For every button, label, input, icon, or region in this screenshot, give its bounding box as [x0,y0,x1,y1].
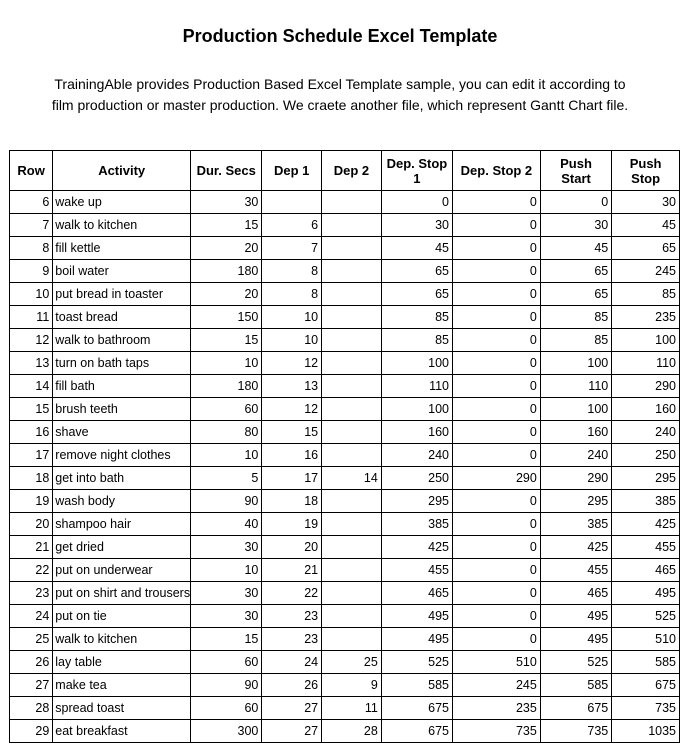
cell-duration[interactable]: 30 [191,191,262,214]
cell-push-stop[interactable]: 455 [612,536,680,559]
cell-push-stop[interactable]: 1035 [612,720,680,743]
table-row [10,375,680,398]
cell-activity[interactable]: fill bath [53,375,191,398]
cell-row-number[interactable]: 20 [10,513,53,536]
cell-dep2[interactable] [322,490,382,513]
cell-push-stop[interactable]: 295 [612,467,680,490]
cell-row-number[interactable]: 14 [10,375,53,398]
cell-duration[interactable]: 20 [191,237,262,260]
cell-dep-stop2[interactable]: 290 [453,467,541,490]
cell-dep1[interactable]: 12 [262,398,322,421]
cell-push-start[interactable]: 675 [540,697,611,720]
table-row [10,720,680,743]
cell-dep-stop2[interactable]: 0 [453,260,541,283]
cell-push-start[interactable]: 30 [540,214,611,237]
cell-dep-stop1[interactable]: 85 [381,306,452,329]
cell-dep1[interactable]: 17 [262,467,322,490]
cell-duration[interactable]: 15 [191,214,262,237]
cell-dep-stop1[interactable]: 65 [381,283,452,306]
cell-dep1[interactable]: 21 [262,559,322,582]
table-row [10,329,680,352]
cell-dep2[interactable]: 11 [322,697,382,720]
cell-push-start[interactable]: 290 [540,467,611,490]
cell-row-number[interactable]: 24 [10,605,53,628]
table-row [10,559,680,582]
cell-activity[interactable]: put on shirt and trousers [53,582,191,605]
cell-dep-stop1[interactable]: 385 [381,513,452,536]
cell-dep-stop2[interactable]: 0 [453,237,541,260]
cell-activity[interactable]: turn on bath taps [53,352,191,375]
cell-dep2[interactable] [322,352,382,375]
cell-dep-stop1[interactable]: 0 [381,191,452,214]
description-line-1: TrainingAble provides Production Based Excel Template sample, you can edit it according to [54,76,626,92]
cell-dep-stop2[interactable]: 0 [453,398,541,421]
cell-dep2[interactable] [322,628,382,651]
cell-dep-stop1[interactable]: 100 [381,398,452,421]
cell-push-start[interactable]: 85 [540,329,611,352]
cell-push-stop[interactable]: 735 [612,697,680,720]
cell-activity[interactable]: lay table [53,651,191,674]
cell-duration[interactable]: 10 [191,352,262,375]
cell-dep1[interactable]: 7 [262,237,322,260]
cell-dep1[interactable] [262,191,322,214]
cell-dep-stop1[interactable]: 85 [381,329,452,352]
cell-activity[interactable]: brush teeth [53,398,191,421]
cell-dep-stop2[interactable]: 0 [453,375,541,398]
cell-activity[interactable]: walk to kitchen [53,214,191,237]
cell-push-stop[interactable]: 250 [612,444,680,467]
cell-activity[interactable]: put on tie [53,605,191,628]
cell-row-number[interactable]: 29 [10,720,53,743]
cell-row-number[interactable]: 13 [10,352,53,375]
cell-row-number[interactable]: 15 [10,398,53,421]
cell-push-stop[interactable]: 290 [612,375,680,398]
table-row [10,283,680,306]
cell-dep-stop2[interactable]: 0 [453,559,541,582]
cell-dep1[interactable]: 26 [262,674,322,697]
cell-dep2[interactable] [322,306,382,329]
cell-push-stop[interactable]: 510 [612,628,680,651]
cell-dep-stop1[interactable]: 110 [381,375,452,398]
cell-dep2[interactable] [322,559,382,582]
col-header-row: Row [10,151,53,191]
table-body [10,191,680,743]
cell-dep2[interactable] [322,191,382,214]
table-row [10,490,680,513]
cell-push-stop[interactable]: 235 [612,306,680,329]
table-row [10,444,680,467]
cell-dep-stop2[interactable]: 0 [453,628,541,651]
table-row [10,260,680,283]
cell-push-start[interactable]: 45 [540,237,611,260]
cell-activity[interactable]: fill kettle [53,237,191,260]
cell-dep-stop1[interactable]: 585 [381,674,452,697]
cell-push-start[interactable]: 455 [540,559,611,582]
cell-push-stop[interactable]: 110 [612,352,680,375]
cell-dep-stop2[interactable]: 0 [453,444,541,467]
cell-dep2[interactable] [322,582,382,605]
cell-dep-stop2[interactable]: 0 [453,352,541,375]
description [0,74,680,116]
cell-row-number[interactable]: 16 [10,421,53,444]
cell-push-start[interactable]: 425 [540,536,611,559]
cell-duration[interactable]: 180 [191,375,262,398]
schedule-table [9,150,680,743]
cell-dep-stop1[interactable]: 160 [381,421,452,444]
cell-push-start[interactable]: 585 [540,674,611,697]
cell-dep1[interactable]: 22 [262,582,322,605]
cell-dep-stop2[interactable]: 0 [453,490,541,513]
cell-dep-stop1[interactable]: 495 [381,628,452,651]
cell-dep-stop2[interactable]: 510 [453,651,541,674]
cell-row-number[interactable]: 22 [10,559,53,582]
cell-duration[interactable]: 90 [191,674,262,697]
cell-push-stop[interactable]: 425 [612,513,680,536]
cell-dep-stop1[interactable]: 30 [381,214,452,237]
col-header-activity: Activity [53,151,191,191]
cell-activity[interactable]: eat breakfast [53,720,191,743]
cell-activity[interactable]: get into bath [53,467,191,490]
cell-push-start[interactable]: 65 [540,283,611,306]
cell-push-stop[interactable]: 525 [612,605,680,628]
col-header-push-start: Push Start [540,151,611,191]
cell-duration[interactable]: 40 [191,513,262,536]
cell-push-stop[interactable]: 65 [612,237,680,260]
cell-dep1[interactable]: 19 [262,513,322,536]
cell-push-start[interactable]: 160 [540,421,611,444]
cell-row-number[interactable]: 26 [10,651,53,674]
cell-dep1[interactable]: 10 [262,306,322,329]
cell-activity[interactable]: toast bread [53,306,191,329]
cell-push-stop[interactable]: 585 [612,651,680,674]
cell-activity[interactable]: spread toast [53,697,191,720]
cell-dep1[interactable]: 18 [262,490,322,513]
cell-dep-stop1[interactable]: 425 [381,536,452,559]
cell-dep-stop2[interactable]: 0 [453,536,541,559]
cell-dep-stop2[interactable]: 0 [453,582,541,605]
cell-push-stop[interactable]: 160 [612,398,680,421]
cell-dep1[interactable]: 24 [262,651,322,674]
cell-duration[interactable]: 10 [191,559,262,582]
cell-row-number[interactable]: 25 [10,628,53,651]
cell-activity[interactable]: put bread in toaster [53,283,191,306]
cell-row-number[interactable]: 28 [10,697,53,720]
cell-activity[interactable]: get dried [53,536,191,559]
table-row [10,628,680,651]
col-header-dep-stop1: Dep. Stop 1 [381,151,452,191]
cell-activity[interactable]: walk to kitchen [53,628,191,651]
cell-dep-stop2[interactable]: 235 [453,697,541,720]
cell-push-stop[interactable]: 495 [612,582,680,605]
col-header-push-stop: Push Stop [612,151,680,191]
cell-push-stop[interactable]: 45 [612,214,680,237]
cell-dep1[interactable]: 6 [262,214,322,237]
cell-push-start[interactable]: 525 [540,651,611,674]
table-row [10,421,680,444]
table-row [10,513,680,536]
cell-push-start[interactable]: 85 [540,306,611,329]
cell-push-stop[interactable]: 245 [612,260,680,283]
table-row [10,306,680,329]
col-header-duration: Dur. Secs [191,151,262,191]
cell-dep2[interactable] [322,421,382,444]
cell-push-start[interactable]: 735 [540,720,611,743]
cell-duration[interactable]: 30 [191,605,262,628]
cell-row-number[interactable]: 17 [10,444,53,467]
cell-dep-stop2[interactable]: 0 [453,329,541,352]
cell-push-start[interactable]: 385 [540,513,611,536]
cell-dep-stop2[interactable]: 245 [453,674,541,697]
cell-row-number[interactable]: 6 [10,191,53,214]
cell-dep1[interactable]: 23 [262,628,322,651]
cell-duration[interactable]: 10 [191,444,262,467]
cell-duration[interactable]: 20 [191,283,262,306]
cell-push-stop[interactable]: 465 [612,559,680,582]
table-row [10,398,680,421]
cell-dep-stop2[interactable]: 0 [453,605,541,628]
cell-dep1[interactable]: 16 [262,444,322,467]
cell-dep-stop1[interactable]: 495 [381,605,452,628]
cell-row-number[interactable]: 23 [10,582,53,605]
cell-push-start[interactable]: 240 [540,444,611,467]
cell-dep-stop2[interactable]: 735 [453,720,541,743]
cell-push-start[interactable]: 465 [540,582,611,605]
cell-push-stop[interactable]: 100 [612,329,680,352]
cell-dep2[interactable]: 28 [322,720,382,743]
cell-dep1[interactable]: 8 [262,260,322,283]
cell-push-start[interactable]: 65 [540,260,611,283]
cell-duration[interactable]: 30 [191,536,262,559]
cell-dep1[interactable]: 23 [262,605,322,628]
cell-dep-stop1[interactable]: 675 [381,697,452,720]
table-row [10,651,680,674]
cell-dep-stop1[interactable]: 65 [381,260,452,283]
cell-activity[interactable]: make tea [53,674,191,697]
cell-dep-stop1[interactable]: 465 [381,582,452,605]
cell-duration[interactable]: 30 [191,582,262,605]
cell-push-stop[interactable]: 30 [612,191,680,214]
cell-row-number[interactable]: 8 [10,237,53,260]
cell-row-number[interactable]: 27 [10,674,53,697]
cell-dep-stop1[interactable]: 240 [381,444,452,467]
cell-dep-stop1[interactable]: 45 [381,237,452,260]
cell-duration[interactable]: 180 [191,260,262,283]
table-row [10,191,680,214]
cell-dep-stop2[interactable]: 0 [453,513,541,536]
cell-row-number[interactable]: 10 [10,283,53,306]
cell-push-start[interactable]: 0 [540,191,611,214]
table-row [10,214,680,237]
cell-dep1[interactable]: 27 [262,720,322,743]
cell-activity[interactable]: shave [53,421,191,444]
cell-activity[interactable]: boil water [53,260,191,283]
cell-push-start[interactable]: 100 [540,352,611,375]
cell-duration[interactable]: 80 [191,421,262,444]
cell-row-number[interactable]: 9 [10,260,53,283]
cell-duration[interactable]: 5 [191,467,262,490]
cell-push-stop[interactable]: 675 [612,674,680,697]
cell-dep-stop2[interactable]: 0 [453,306,541,329]
cell-dep1[interactable]: 8 [262,283,322,306]
cell-dep-stop1[interactable]: 455 [381,559,452,582]
table-row [10,536,680,559]
table-row [10,352,680,375]
cell-dep1[interactable]: 10 [262,329,322,352]
cell-dep1[interactable]: 13 [262,375,322,398]
cell-duration[interactable]: 60 [191,697,262,720]
cell-dep2[interactable] [322,536,382,559]
cell-duration[interactable]: 15 [191,628,262,651]
table-row [10,605,680,628]
cell-activity[interactable]: wash body [53,490,191,513]
cell-dep2[interactable] [322,214,382,237]
cell-row-number[interactable]: 11 [10,306,53,329]
cell-push-start[interactable]: 100 [540,398,611,421]
cell-dep-stop1[interactable]: 525 [381,651,452,674]
cell-dep-stop2[interactable]: 0 [453,214,541,237]
cell-duration[interactable]: 60 [191,398,262,421]
cell-duration[interactable]: 150 [191,306,262,329]
cell-duration[interactable]: 90 [191,490,262,513]
cell-duration[interactable]: 300 [191,720,262,743]
cell-dep2[interactable] [322,513,382,536]
cell-row-number[interactable]: 18 [10,467,53,490]
table-row [10,674,680,697]
cell-dep2[interactable]: 25 [322,651,382,674]
cell-push-start[interactable]: 295 [540,490,611,513]
col-header-dep2: Dep 2 [322,151,382,191]
col-header-dep-stop2: Dep. Stop 2 [453,151,541,191]
cell-row-number[interactable]: 19 [10,490,53,513]
cell-row-number[interactable]: 12 [10,329,53,352]
cell-push-start[interactable]: 495 [540,628,611,651]
cell-push-start[interactable]: 110 [540,375,611,398]
cell-dep1[interactable]: 15 [262,421,322,444]
table-row [10,237,680,260]
table-row [10,697,680,720]
cell-activity[interactable]: shampoo hair [53,513,191,536]
cell-push-start[interactable]: 495 [540,605,611,628]
cell-activity[interactable]: walk to bathroom [53,329,191,352]
cell-activity[interactable]: remove night clothes [53,444,191,467]
cell-dep-stop1[interactable]: 295 [381,490,452,513]
header-row [10,151,680,191]
cell-dep2[interactable]: 9 [322,674,382,697]
cell-dep-stop2[interactable]: 0 [453,283,541,306]
cell-dep2[interactable] [322,237,382,260]
page-title: Production Schedule Excel Template [182,26,498,46]
cell-dep2[interactable] [322,329,382,352]
cell-dep2[interactable] [322,375,382,398]
cell-activity[interactable]: put on underwear [53,559,191,582]
table-row [10,467,680,490]
cell-dep2[interactable] [322,444,382,467]
cell-dep1[interactable]: 20 [262,536,322,559]
cell-push-stop[interactable]: 385 [612,490,680,513]
cell-row-number[interactable]: 21 [10,536,53,559]
cell-dep-stop1[interactable]: 250 [381,467,452,490]
cell-dep-stop2[interactable]: 0 [453,421,541,444]
cell-duration[interactable]: 15 [191,329,262,352]
cell-row-number[interactable]: 7 [10,214,53,237]
cell-push-stop[interactable]: 240 [612,421,680,444]
cell-dep1[interactable]: 12 [262,352,322,375]
cell-dep-stop1[interactable]: 100 [381,352,452,375]
cell-dep1[interactable]: 27 [262,697,322,720]
cell-activity[interactable]: wake up [53,191,191,214]
description-line-2: film production or master production. We craete another file, which represent Gantt Chart file. [51,97,629,113]
cell-dep-stop1[interactable]: 675 [381,720,452,743]
cell-dep-stop2[interactable]: 0 [453,191,541,214]
cell-duration[interactable]: 60 [191,651,262,674]
cell-dep2[interactable] [322,398,382,421]
col-header-dep1: Dep 1 [262,151,322,191]
cell-dep2[interactable]: 14 [322,467,382,490]
table-row [10,582,680,605]
cell-push-stop[interactable]: 85 [612,283,680,306]
cell-dep2[interactable] [322,605,382,628]
cell-dep2[interactable] [322,260,382,283]
cell-dep2[interactable] [322,283,382,306]
